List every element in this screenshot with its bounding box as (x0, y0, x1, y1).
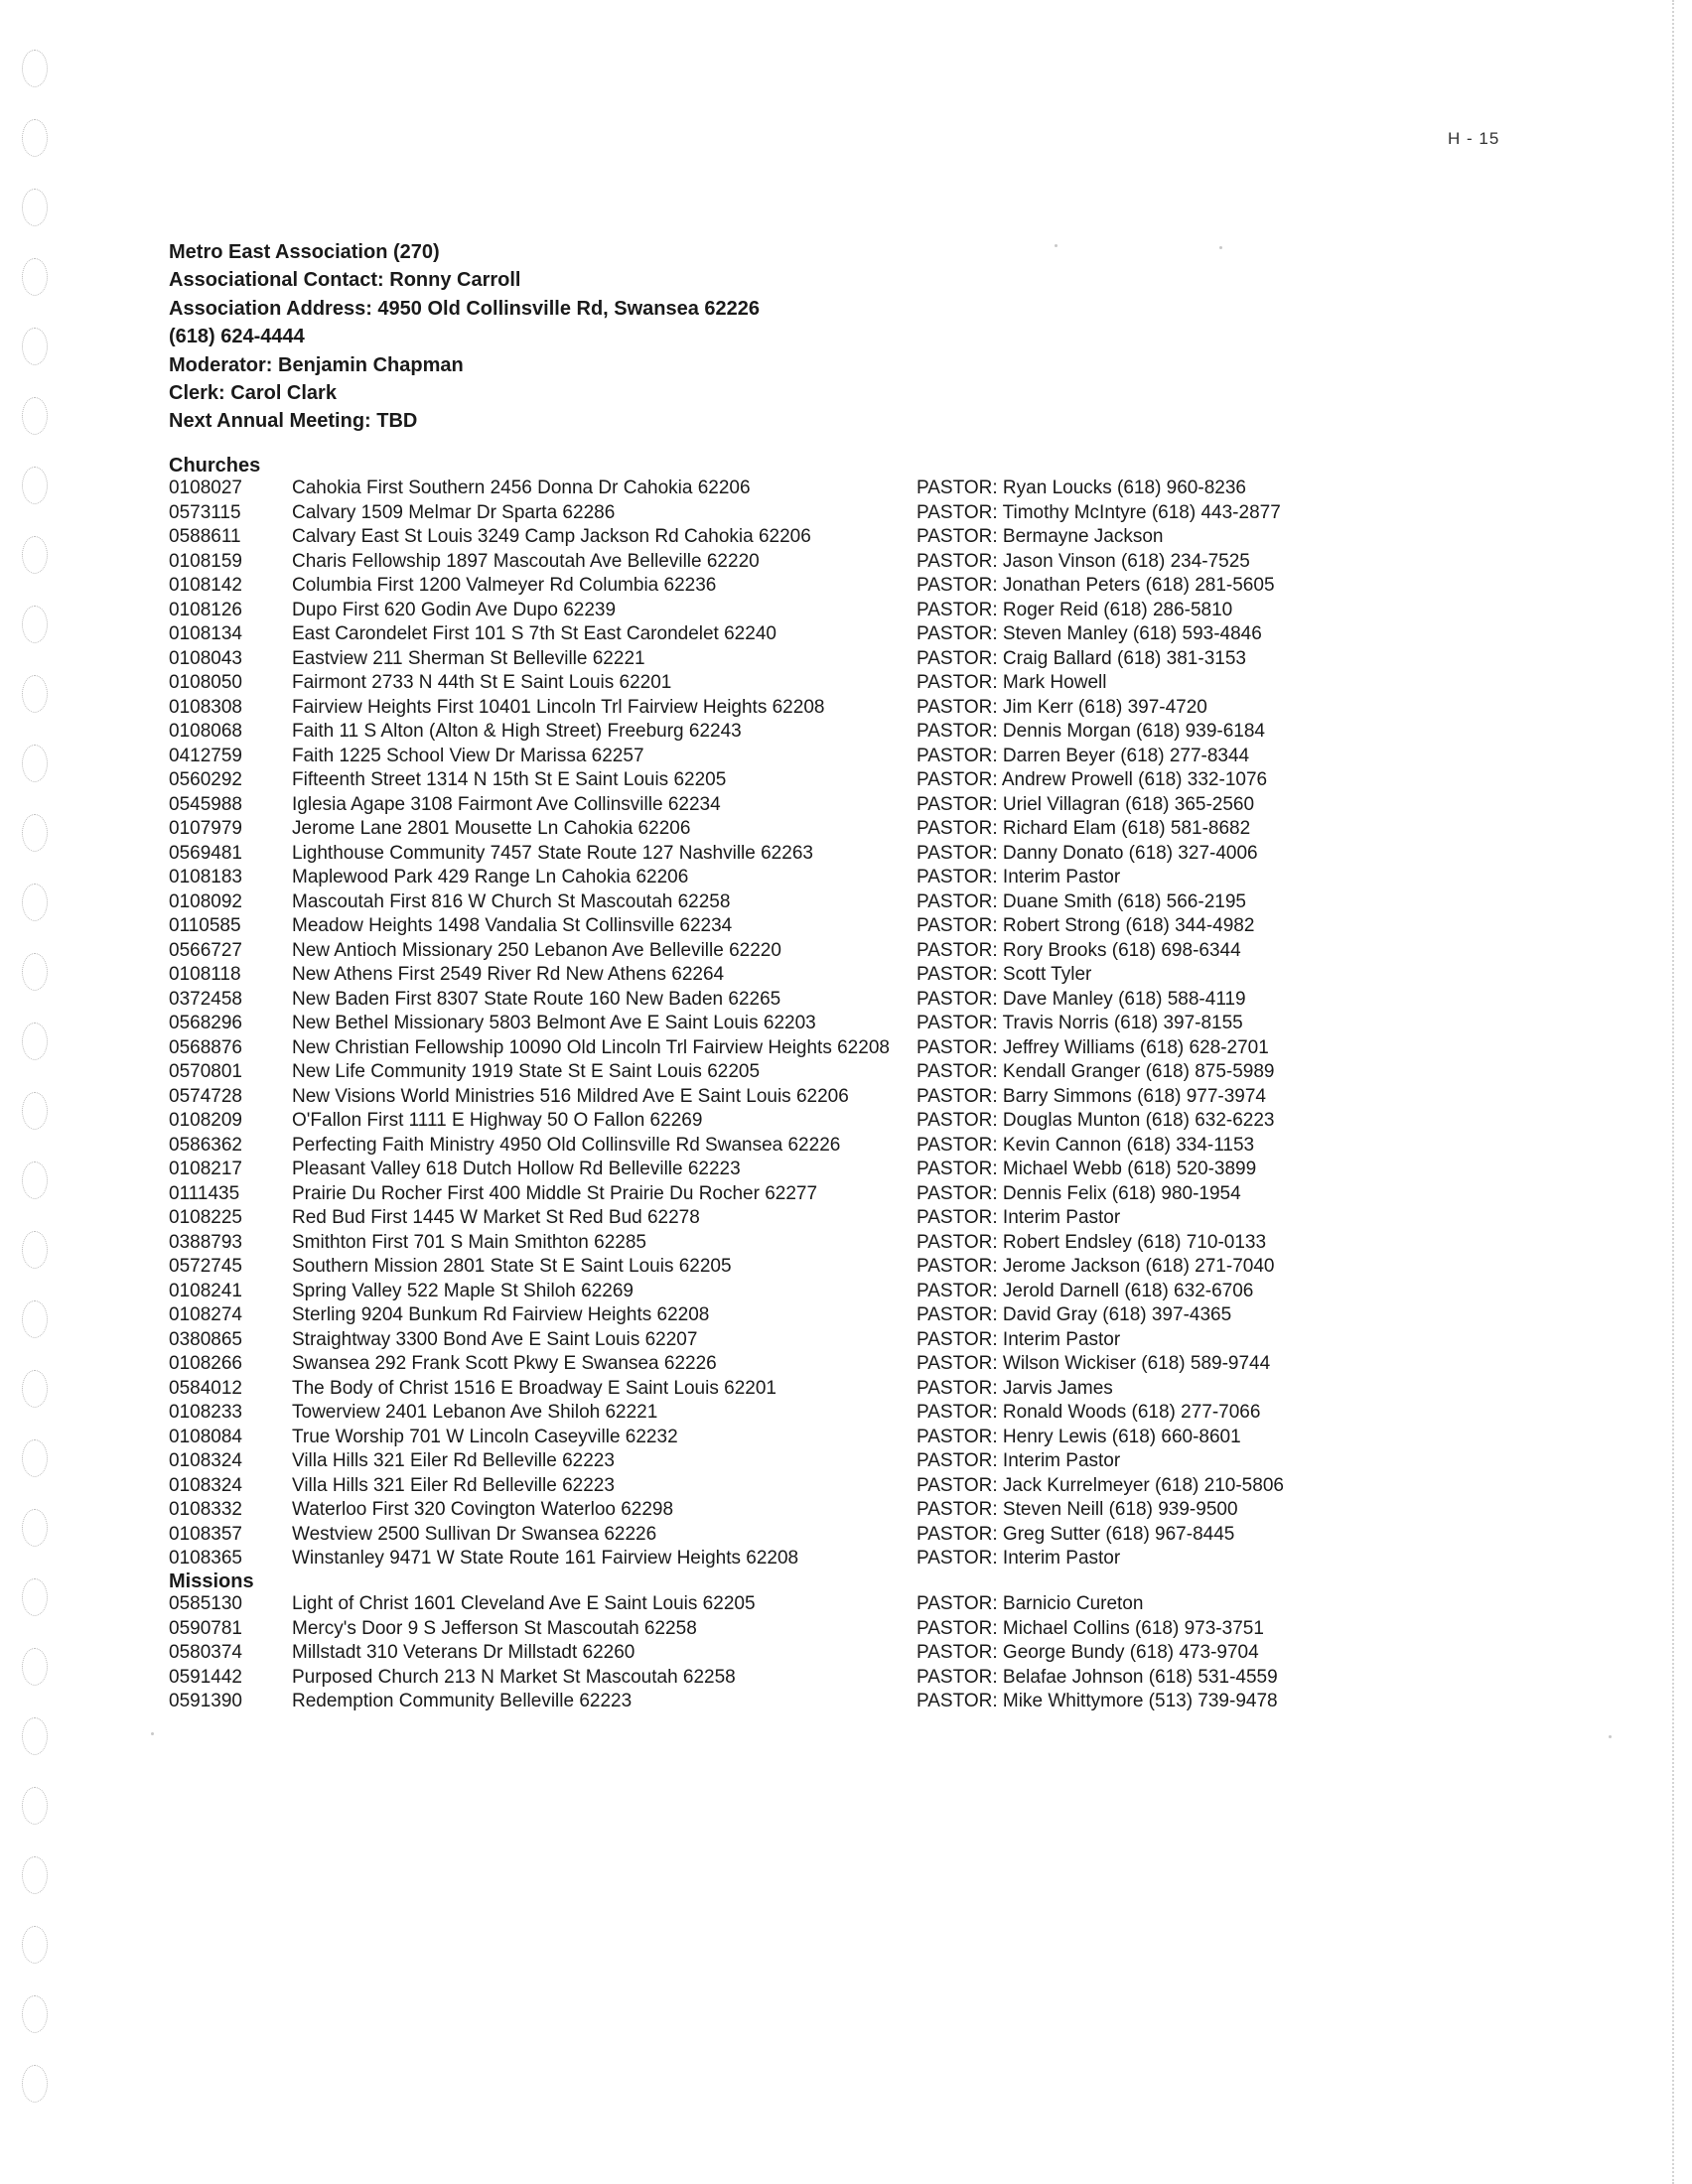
church-code: 0108027 (169, 478, 242, 498)
church-code: 0108324 (169, 1450, 242, 1471)
moderator: Moderator: Benjamin Chapman (169, 353, 464, 376)
church-name-address: Faith 1225 School View Dr Marissa 62257 (292, 745, 644, 766)
pastor-info: PASTOR: Dennis Morgan (618) 939-6184 (916, 721, 1265, 742)
page-number: H - 15 (1448, 129, 1500, 148)
pastor-info: PASTOR: Interim Pastor (916, 867, 1121, 887)
list-item (169, 1012, 1340, 1036)
pastor-info: PASTOR: Wilson Wickiser (618) 589-9744 (916, 1353, 1271, 1374)
association-address: Association Address: 4950 Old Collinsville Rd, Swansea 62226 (169, 297, 761, 320)
binder-hole-mark (22, 467, 48, 504)
binder-hole-mark (22, 2065, 48, 2103)
church-name-address: Winstanley 9471 W State Route 161 Fairview Heights 62208 (292, 1548, 799, 1569)
list-item (169, 1617, 1340, 1642)
pastor-info: PASTOR: Jerold Darnell (618) 632-6706 (916, 1280, 1254, 1301)
list-item (169, 939, 1340, 964)
list-item (169, 622, 1340, 647)
church-code: 0108266 (169, 1353, 242, 1374)
church-name-address: Purposed Church 213 N Market St Mascoutah 62258 (292, 1666, 736, 1688)
church-name-address: New Christian Fellowship 10090 Old Lincoln Trl Fairview Heights 62208 (292, 1036, 890, 1058)
church-code: 0108324 (169, 1474, 242, 1496)
church-name-address: Pleasant Valley 618 Dutch Hollow Rd Belleville 62223 (292, 1159, 741, 1179)
binder-hole-mark (22, 1092, 48, 1130)
pastor-info: PASTOR: Henry Lewis (618) 660-8601 (916, 1426, 1241, 1447)
pastor-info: PASTOR: Jerome Jackson (618) 271-7040 (916, 1256, 1275, 1277)
list-item (169, 1641, 1340, 1666)
church-name-address: Columbia First 1200 Valmeyer Rd Columbia 62236 (292, 575, 717, 596)
list-item (169, 1109, 1340, 1134)
pastor-info: PASTOR: Jeffrey Williams (618) 628-2701 (916, 1036, 1269, 1058)
church-name-address: New Baden First 8307 State Route 160 New Baden 62265 (292, 988, 781, 1010)
list-item (169, 1085, 1340, 1110)
church-name-address: Iglesia Agape 3108 Fairmont Ave Collinsville 62234 (292, 793, 721, 815)
list-item (169, 647, 1340, 672)
list-item (169, 1498, 1340, 1523)
list-item (169, 1182, 1340, 1207)
binder-hole-mark (22, 1439, 48, 1477)
church-code: 0108134 (169, 623, 242, 644)
list-item (169, 696, 1340, 721)
pastor-info: PASTOR: Barnicio Cureton (916, 1593, 1144, 1614)
binder-hole-mark (22, 1231, 48, 1269)
church-code: 0108183 (169, 867, 242, 887)
list-item (169, 574, 1340, 599)
list-item (169, 1401, 1340, 1426)
church-name-address: Waterloo First 320 Covington Waterloo 62298 (292, 1499, 674, 1520)
list-item (169, 817, 1340, 842)
binder-hole-mark (22, 50, 48, 87)
list-item (169, 671, 1340, 696)
pastor-info: PASTOR: David Gray (618) 397-4365 (916, 1304, 1232, 1325)
church-name-address: Swansea 292 Frank Scott Pkwy E Swansea 62226 (292, 1353, 717, 1374)
church-name-address: Towerview 2401 Lebanon Ave Shiloh 62221 (292, 1402, 658, 1423)
list-item (169, 793, 1340, 818)
church-code: 0108225 (169, 1207, 242, 1228)
church-name-address: Villa Hills 321 Eiler Rd Belleville 62223 (292, 1474, 615, 1496)
church-code: 0108084 (169, 1426, 242, 1447)
next-annual-meeting: Next Annual Meeting: TBD (169, 410, 418, 433)
pastor-info: PASTOR: Richard Elam (618) 581-8682 (916, 818, 1251, 839)
church-name-address: Mascoutah First 816 W Church St Mascoutah 62258 (292, 890, 731, 912)
list-item (169, 1280, 1340, 1304)
pastor-info: PASTOR: Douglas Munton (618) 632-6223 (916, 1110, 1275, 1131)
church-name-address: New Bethel Missionary 5803 Belmont Ave E Saint Louis 62203 (292, 1013, 816, 1033)
binder-hole-mark (22, 1161, 48, 1199)
church-code: 0388793 (169, 1231, 242, 1253)
church-code: 0574728 (169, 1085, 242, 1107)
pastor-info: PASTOR: Duane Smith (618) 566-2195 (916, 890, 1246, 912)
binder-hole-mark (22, 1578, 48, 1616)
pastor-info: PASTOR: Greg Sutter (618) 967-8445 (916, 1523, 1235, 1545)
list-item (169, 1231, 1340, 1256)
pastor-info: PASTOR: Kevin Cannon (618) 334-1153 (916, 1134, 1255, 1156)
church-code: 0108126 (169, 599, 242, 620)
church-name-address: Southern Mission 2801 State St E Saint Louis 62205 (292, 1256, 732, 1277)
list-item (169, 1690, 1340, 1714)
binder-hole-mark (22, 814, 48, 852)
list-item (169, 1377, 1340, 1402)
pastor-info: PASTOR: Steven Neill (618) 939-9500 (916, 1499, 1238, 1520)
clerk: Clerk: Carol Clark (169, 382, 337, 405)
list-item (169, 1255, 1340, 1280)
list-item (169, 1303, 1340, 1328)
pastor-info: PASTOR: George Bundy (618) 473-9704 (916, 1642, 1259, 1663)
church-code: 0108159 (169, 550, 242, 572)
pastor-info: PASTOR: Bermayne Jackson (916, 526, 1164, 547)
pastor-info: PASTOR: Roger Reid (618) 286-5810 (916, 599, 1233, 620)
scan-speck (151, 1732, 154, 1735)
pastor-info: PASTOR: Interim Pastor (916, 1328, 1121, 1350)
church-code: 0108332 (169, 1499, 242, 1520)
church-name-address: Straightway 3300 Bond Ave E Saint Louis 62207 (292, 1328, 698, 1350)
binder-hole-mark (22, 1300, 48, 1338)
list-item (169, 745, 1340, 769)
church-code: 0586362 (169, 1134, 242, 1156)
pastor-info: PASTOR: Scott Tyler (916, 964, 1092, 985)
church-code: 0569481 (169, 842, 242, 864)
list-item (169, 720, 1340, 745)
church-code: 0568296 (169, 1013, 242, 1033)
church-code: 0110585 (169, 915, 241, 936)
missions-heading: Missions (169, 1570, 254, 1592)
missions-list (169, 1592, 1340, 1714)
church-name-address: Fifteenth Street 1314 N 15th St E Saint Louis 62205 (292, 769, 727, 790)
pastor-info: PASTOR: Timothy McIntyre (618) 443-2877 (916, 501, 1281, 523)
pastor-info: PASTOR: Interim Pastor (916, 1548, 1121, 1569)
binder-hole-mark (22, 953, 48, 991)
pastor-info: PASTOR: Jason Vinson (618) 234-7525 (916, 550, 1250, 572)
binder-hole-mark (22, 884, 48, 921)
church-name-address: Mercy's Door 9 S Jefferson St Mascoutah 62258 (292, 1617, 697, 1639)
binder-hole-mark (22, 745, 48, 782)
church-code: 0585130 (169, 1593, 242, 1614)
list-item (169, 1449, 1340, 1474)
church-name-address: The Body of Christ 1516 E Broadway E Saint Louis 62201 (292, 1377, 776, 1399)
pastor-info: PASTOR: Robert Strong (618) 344-4982 (916, 915, 1255, 936)
list-item (169, 1036, 1340, 1061)
binder-hole-mark (22, 1926, 48, 1964)
church-code: 0108365 (169, 1548, 242, 1569)
church-code: 0591390 (169, 1691, 242, 1711)
church-code: 0372458 (169, 988, 242, 1010)
church-name-address: Smithton First 701 S Main Smithton 62285 (292, 1231, 646, 1253)
binder-hole-mark (22, 1648, 48, 1686)
binder-hole-mark (22, 119, 48, 157)
church-code: 0560292 (169, 769, 242, 790)
pastor-info: PASTOR: Mike Whittymore (513) 739-9478 (916, 1691, 1278, 1711)
list-item (169, 1158, 1340, 1182)
church-code: 0107979 (169, 818, 242, 839)
list-item (169, 1206, 1340, 1231)
church-code: 0108217 (169, 1159, 242, 1179)
church-name-address: Millstadt 310 Veterans Dr Millstadt 62260 (292, 1642, 635, 1663)
church-name-address: Cahokia First Southern 2456 Donna Dr Cahokia 62206 (292, 478, 751, 498)
pastor-info: PASTOR: Ryan Loucks (618) 960-8236 (916, 478, 1246, 498)
church-code: 0584012 (169, 1377, 242, 1399)
binder-hole-mark (22, 606, 48, 643)
pastor-info: PASTOR: Jim Kerr (618) 397-4720 (916, 696, 1207, 718)
church-name-address: Maplewood Park 429 Range Ln Cahokia 62206 (292, 867, 689, 887)
pastor-info: PASTOR: Ronald Woods (618) 277-7066 (916, 1402, 1261, 1423)
church-name-address: True Worship 701 W Lincoln Caseyville 62232 (292, 1426, 678, 1447)
list-item (169, 842, 1340, 867)
binder-hole-mark (22, 1023, 48, 1060)
scan-speck (1055, 244, 1058, 247)
church-code: 0566727 (169, 939, 242, 961)
church-code: 0111435 (169, 1182, 240, 1204)
pastor-info: PASTOR: Danny Donato (618) 327-4006 (916, 842, 1258, 864)
church-code: 0108209 (169, 1110, 242, 1131)
church-code: 0380865 (169, 1328, 242, 1350)
pastor-info: PASTOR: Darren Beyer (618) 277-8344 (916, 745, 1250, 766)
associational-contact: Associational Contact: Ronny Carroll (169, 269, 521, 292)
pastor-info: PASTOR: Jonathan Peters (618) 281-5605 (916, 575, 1275, 596)
church-name-address: East Carondelet First 101 S 7th St East Carondelet 62240 (292, 623, 776, 644)
binder-hole-mark (22, 1370, 48, 1408)
church-name-address: New Life Community 1919 State St E Saint Louis 62205 (292, 1061, 761, 1082)
list-item (169, 890, 1340, 915)
church-code: 0545988 (169, 793, 242, 815)
list-item (169, 914, 1340, 939)
church-name-address: New Visions World Ministries 516 Mildred Ave E Saint Louis 62206 (292, 1085, 849, 1107)
pastor-info: PASTOR: Robert Endsley (618) 710-0133 (916, 1231, 1267, 1253)
church-name-address: Redemption Community Belleville 62223 (292, 1691, 633, 1711)
church-code: 0108357 (169, 1523, 242, 1545)
list-item (169, 1547, 1340, 1571)
church-code: 0580374 (169, 1642, 242, 1663)
church-name-address: New Athens First 2549 River Rd New Athens 62264 (292, 964, 725, 985)
church-name-address: Eastview 211 Sherman St Belleville 62221 (292, 647, 645, 669)
church-name-address: Red Bud First 1445 W Market St Red Bud 62278 (292, 1207, 700, 1228)
churches-heading: Churches (169, 455, 261, 477)
list-item (169, 1592, 1340, 1617)
church-name-address: Prairie Du Rocher First 400 Middle St Prairie Du Rocher 62277 (292, 1182, 818, 1204)
pastor-info: PASTOR: Belafae Johnson (618) 531-4559 (916, 1666, 1278, 1688)
list-item (169, 550, 1340, 575)
binder-hole-mark (22, 1856, 48, 1894)
list-item (169, 768, 1340, 793)
binder-hole-mark (22, 536, 48, 574)
church-code: 0108308 (169, 696, 242, 718)
pastor-info: PASTOR: Jack Kurrelmeyer (618) 210-5806 (916, 1474, 1284, 1496)
pastor-info: PASTOR: Craig Ballard (618) 381-3153 (916, 647, 1246, 669)
church-name-address: Sterling 9204 Bunkum Rd Fairview Heights 62208 (292, 1304, 710, 1325)
association-name: Metro East Association (270) (169, 241, 440, 263)
binder-hole-mark (22, 1995, 48, 2033)
church-code: 0108274 (169, 1304, 242, 1325)
church-code: 0590781 (169, 1617, 242, 1639)
church-code: 0572745 (169, 1256, 242, 1277)
list-item (169, 1474, 1340, 1499)
binder-hole-mark (22, 675, 48, 713)
church-code: 0108118 (169, 964, 241, 985)
church-name-address: New Antioch Missionary 250 Lebanon Ave Belleville 62220 (292, 939, 781, 961)
list-item (169, 1426, 1340, 1450)
scan-edge-line (1672, 0, 1678, 2184)
association-header (169, 238, 760, 436)
church-code: 0568876 (169, 1036, 242, 1058)
pastor-info: PASTOR: Travis Norris (618) 397-8155 (916, 1013, 1243, 1033)
church-name-address: Jerome Lane 2801 Mousette Ln Cahokia 62206 (292, 818, 691, 839)
scan-speck (1609, 1735, 1612, 1738)
church-code: 0108043 (169, 647, 242, 669)
pastor-info: PASTOR: Uriel Villagran (618) 365-2560 (916, 793, 1255, 815)
list-item (169, 599, 1340, 623)
pastor-info: PASTOR: Rory Brooks (618) 698-6344 (916, 939, 1241, 961)
pastor-info: PASTOR: Jarvis James (916, 1377, 1113, 1399)
church-code: 0108233 (169, 1402, 242, 1423)
binder-hole-mark (22, 258, 48, 296)
churches-list (169, 477, 1340, 1571)
church-name-address: Calvary 1509 Melmar Dr Sparta 62286 (292, 501, 616, 523)
church-name-address: Spring Valley 522 Maple St Shiloh 62269 (292, 1280, 634, 1301)
church-code: 0588611 (169, 526, 241, 547)
list-item (169, 1328, 1340, 1353)
pastor-info: PASTOR: Barry Simmons (618) 977-3974 (916, 1085, 1266, 1107)
pastor-info: PASTOR: Mark Howell (916, 672, 1107, 693)
list-item (169, 866, 1340, 890)
binder-hole-mark (22, 1717, 48, 1755)
church-code: 0573115 (169, 501, 241, 523)
pastor-info: PASTOR: Dennis Felix (618) 980-1954 (916, 1182, 1241, 1204)
list-item (169, 1352, 1340, 1377)
church-code: 0108068 (169, 721, 242, 742)
list-item (169, 1523, 1340, 1548)
church-name-address: Fairmont 2733 N 44th St E Saint Louis 62201 (292, 672, 672, 693)
church-code: 0412759 (169, 745, 242, 766)
church-code: 0591442 (169, 1666, 242, 1688)
church-name-address: Faith 11 S Alton (Alton & High Street) Freeburg 62243 (292, 721, 742, 742)
church-name-address: Lighthouse Community 7457 State Route 127 Nashville 62263 (292, 842, 813, 864)
church-name-address: O'Fallon First 1111 E Highway 50 O Fallon 62269 (292, 1110, 703, 1131)
list-item (169, 477, 1340, 501)
pastor-info: PASTOR: Steven Manley (618) 593-4846 (916, 623, 1262, 644)
pastor-info: PASTOR: Interim Pastor (916, 1207, 1121, 1228)
church-name-address: Perfecting Faith Ministry 4950 Old Collinsville Rd Swansea 62226 (292, 1134, 841, 1156)
church-name-address: Fairview Heights First 10401 Lincoln Trl Fairview Heights 62208 (292, 696, 825, 718)
church-name-address: Villa Hills 321 Eiler Rd Belleville 62223 (292, 1450, 615, 1471)
pastor-info: PASTOR: Michael Collins (618) 973-3751 (916, 1617, 1264, 1639)
binder-hole-mark (22, 328, 48, 365)
church-name-address: Light of Christ 1601 Cleveland Ave E Saint Louis 62205 (292, 1593, 756, 1614)
church-code: 0108241 (169, 1280, 242, 1301)
binder-hole-marks (22, 40, 62, 2144)
list-item (169, 1060, 1340, 1085)
church-name-address: Charis Fellowship 1897 Mascoutah Ave Belleville 62220 (292, 550, 760, 572)
pastor-info: PASTOR: Kendall Granger (618) 875-5989 (916, 1061, 1275, 1082)
binder-hole-mark (22, 1787, 48, 1825)
pastor-info: PASTOR: Dave Manley (618) 588-4119 (916, 988, 1246, 1010)
list-item (169, 988, 1340, 1013)
church-code: 0108142 (169, 575, 242, 596)
list-item (169, 1134, 1340, 1159)
church-name-address: Meadow Heights 1498 Vandalia St Collinsville 62234 (292, 915, 733, 936)
list-item (169, 501, 1340, 526)
list-item (169, 1666, 1340, 1691)
church-name-address: Westview 2500 Sullivan Dr Swansea 62226 (292, 1523, 657, 1545)
church-code: 0108050 (169, 672, 242, 693)
church-name-address: Dupo First 620 Godin Ave Dupo 62239 (292, 599, 617, 620)
church-name-address: Calvary East St Louis 3249 Camp Jackson Rd Cahokia 62206 (292, 526, 811, 547)
church-code: 0108092 (169, 890, 242, 912)
pastor-info: PASTOR: Andrew Prowell (618) 332-1076 (916, 769, 1268, 790)
association-phone: (618) 624-4444 (169, 326, 305, 348)
church-code: 0570801 (169, 1061, 242, 1082)
pastor-info: PASTOR: Interim Pastor (916, 1450, 1121, 1471)
binder-hole-mark (22, 1509, 48, 1547)
pastor-info: PASTOR: Michael Webb (618) 520-3899 (916, 1159, 1257, 1179)
binder-hole-mark (22, 189, 48, 226)
list-item (169, 525, 1340, 550)
scan-speck (1219, 246, 1222, 249)
binder-hole-mark (22, 397, 48, 435)
list-item (169, 963, 1340, 988)
